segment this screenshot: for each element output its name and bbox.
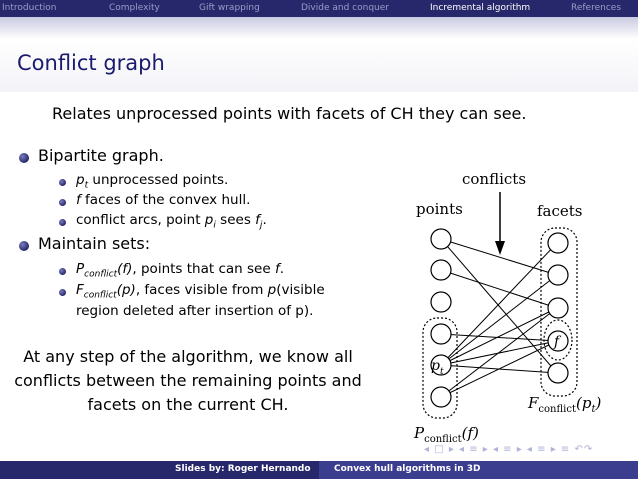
facet-node bbox=[548, 265, 568, 285]
footer-author: Slides by: Roger Hernando bbox=[175, 464, 311, 474]
sub-bullet-pconflict: $P_{conflict}(f)$, points that can see f. bbox=[76, 261, 284, 280]
top-navigation-bar bbox=[0, 0, 638, 17]
conflict-edges bbox=[441, 239, 557, 397]
label-fconflict-pt: $F_{conflict}(p_t)$ bbox=[528, 394, 602, 415]
nav-shadow bbox=[0, 17, 638, 39]
sub-bullet-fconflict-line2: region deleted after insertion of p). bbox=[76, 303, 314, 319]
conflict-graph-figure bbox=[400, 165, 615, 445]
arrow-head bbox=[495, 241, 505, 255]
tab-gift-wrapping[interactable]: Gift wrapping bbox=[199, 3, 260, 13]
frame-title: Conflict graph bbox=[17, 51, 165, 75]
sub-bullet-fconflict: $F_{conflict}(p)$, faces visible from p(visible bbox=[76, 282, 325, 301]
facet-nodes bbox=[548, 233, 568, 383]
point-node bbox=[431, 292, 451, 312]
sub-bullet-faces: f faces of the convex hull. bbox=[76, 192, 251, 208]
point-node bbox=[431, 324, 451, 344]
facet-node bbox=[548, 298, 568, 318]
point-node bbox=[431, 260, 451, 280]
tab-references[interactable]: References bbox=[571, 3, 622, 13]
label-conflicts: conflicts bbox=[462, 170, 527, 188]
sub-bullet-conflict-arcs: conflict arcs, point $p_i$ sees $f_j$. bbox=[76, 212, 267, 231]
tab-complexity[interactable]: Complexity bbox=[109, 3, 160, 13]
label-f: f bbox=[554, 334, 560, 350]
label-facets: facets bbox=[537, 202, 583, 220]
sub-bullet-icon bbox=[59, 268, 66, 275]
point-node bbox=[431, 387, 451, 407]
sub-bullet-icon bbox=[59, 179, 66, 186]
footer-bar bbox=[0, 461, 638, 479]
bullet-maintain-sets: Maintain sets: bbox=[38, 234, 151, 253]
tab-divide-and-conquer[interactable]: Divide and conquer bbox=[301, 3, 389, 13]
sub-bullet-icon bbox=[59, 199, 66, 206]
edge bbox=[441, 334, 557, 341]
facet-node bbox=[548, 363, 568, 383]
label-points: points bbox=[416, 200, 463, 218]
sub-bullet-icon bbox=[59, 289, 66, 296]
footer-title: Convex hull algorithms in 3D bbox=[334, 464, 481, 474]
sub-bullet-unprocessed: $p_t$ unprocessed points. bbox=[76, 172, 229, 191]
facet-node bbox=[548, 233, 568, 253]
bullet-icon bbox=[19, 153, 29, 163]
edge bbox=[441, 243, 557, 365]
tab-incremental-algorithm[interactable]: Incremental algorithm bbox=[430, 3, 531, 13]
beamer-navigation-symbols[interactable]: ◂ □ ▸ ◂ ≡ ▸ ◂ ≡ ▸ ◂ ≡ ▸ ≡ ↶↷ bbox=[424, 444, 594, 455]
edge bbox=[441, 341, 557, 397]
summary-text: At any step of the algorithm, we know all conflicts between the remaining points and facets on the current CH. bbox=[14, 347, 362, 414]
sub-bullet-icon bbox=[59, 219, 66, 226]
label-pconflict-f: $P_{conflict}(f)$ bbox=[414, 424, 479, 445]
label-pt: $p_t$ bbox=[431, 358, 444, 377]
intro-text: Relates unprocessed points with facets of CH they can see. bbox=[52, 104, 527, 123]
tab-introduction[interactable]: Introduction bbox=[2, 3, 57, 13]
point-node bbox=[431, 229, 451, 249]
edge bbox=[441, 308, 557, 365]
bullet-icon bbox=[19, 241, 29, 251]
bullet-bipartite: Bipartite graph. bbox=[38, 146, 164, 165]
